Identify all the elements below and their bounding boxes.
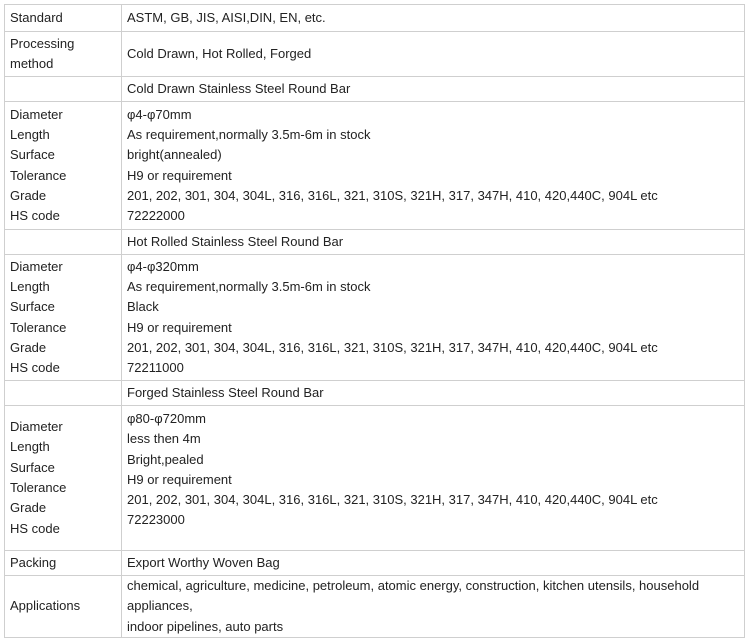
- spec-label: Tolerance: [10, 319, 67, 335]
- forged-heading: Forged Stainless Steel Round Bar: [122, 381, 745, 406]
- spec-value: φ4-φ70mm: [127, 106, 192, 122]
- row-packing: [5, 551, 745, 576]
- row-standard: [5, 5, 745, 32]
- standard-value: ASTM, GB, JIS, AISI,DIN, EN, etc.: [122, 5, 745, 32]
- processing-label: [5, 32, 122, 77]
- spec-value: As requirement,normally 3.5m-6m in stock: [127, 278, 371, 294]
- spec-label: Surface: [10, 299, 55, 315]
- row-hot-rolled-heading: [5, 230, 745, 255]
- spec-label: Surface: [10, 147, 55, 163]
- cold-drawn-labels: [5, 102, 122, 230]
- applications-label: Applications: [5, 576, 122, 638]
- forged-labels: [5, 406, 122, 551]
- row-cold-drawn-heading: [5, 77, 745, 102]
- spec-value: 72222000: [127, 208, 185, 224]
- spec-value: 201, 202, 301, 304, 304L, 316, 316L, 321, 310S, 321H, 317, 347H, 410, 420,440C, 904L etc: [127, 187, 658, 203]
- empty-cell: [5, 381, 122, 406]
- applications-value: [122, 576, 745, 638]
- packing-label: Packing: [5, 551, 122, 576]
- processing-value: Cold Drawn, Hot Rolled, Forged: [122, 32, 745, 77]
- spec-label: Grade: [10, 187, 47, 203]
- cold-drawn-values: [122, 102, 745, 230]
- spec-value: H9 or requirement: [127, 167, 232, 183]
- spec-label: Diameter: [10, 419, 63, 435]
- spec-label: Tolerance: [10, 167, 67, 183]
- spec-value: φ80-φ720mm: [127, 411, 206, 426]
- row-forged-heading: [5, 381, 745, 406]
- row-processing: [5, 32, 745, 77]
- standard-label: Standard: [5, 5, 122, 32]
- spec-value: φ4-φ320mm: [127, 258, 199, 274]
- spec-label: Diameter: [10, 106, 63, 122]
- forged-values: [122, 406, 745, 551]
- spec-label: Tolerance: [10, 480, 67, 495]
- row-applications: [5, 576, 745, 638]
- processing-label-line2: method: [10, 56, 54, 71]
- row-forged-specs: [5, 406, 745, 551]
- spec-value: Bright,pealed: [127, 451, 204, 467]
- spec-value: 201, 202, 301, 304, 304L, 316, 316L, 321, 310S, 321H, 317, 347H, 410, 420,440C, 904L etc: [127, 492, 658, 508]
- spec-value: 201, 202, 301, 304, 304L, 316, 316L, 321, 310S, 321H, 317, 347H, 410, 420,440C, 904L etc: [127, 339, 658, 355]
- empty-cell: [5, 77, 122, 102]
- spec-value: 72223000: [127, 512, 185, 528]
- cold-drawn-heading: Cold Drawn Stainless Steel Round Bar: [122, 77, 745, 102]
- applications-line2: appliances,: [127, 598, 193, 614]
- applications-line3: indoor pipelines, auto parts: [127, 618, 284, 634]
- spec-table: [4, 4, 745, 638]
- applications-line1: chemical, agriculture, medicine, petroleum, atomic energy, construction, kitchen utensils, household: [127, 578, 700, 594]
- hot-rolled-heading: Hot Rolled Stainless Steel Round Bar: [122, 230, 745, 255]
- spec-value: Black: [127, 299, 159, 315]
- spec-label: HS code: [10, 208, 60, 224]
- hot-rolled-labels: [5, 255, 122, 381]
- spec-value: H9 or requirement: [127, 471, 232, 487]
- spec-label: Surface: [10, 459, 55, 475]
- spec-label: Length: [10, 439, 50, 455]
- row-cold-drawn-specs: [5, 102, 745, 230]
- spec-value: 72211000: [127, 360, 184, 376]
- spec-value: As requirement,normally 3.5m-6m in stock: [127, 126, 371, 142]
- packing-value: Export Worthy Woven Bag: [122, 551, 745, 576]
- spec-value: bright(annealed): [127, 147, 222, 163]
- spec-label: Length: [10, 278, 50, 294]
- spec-label: HS code: [10, 520, 60, 536]
- spec-label: Diameter: [10, 258, 63, 274]
- spec-label: Length: [10, 126, 50, 142]
- hot-rolled-values: [122, 255, 745, 381]
- spec-value: H9 or requirement: [127, 319, 232, 335]
- spec-label: Grade: [10, 339, 47, 355]
- spec-label: Grade: [10, 500, 47, 516]
- spec-label: HS code: [10, 360, 60, 376]
- empty-cell: [5, 230, 122, 255]
- row-hot-rolled-specs: [5, 255, 745, 381]
- spec-value: less then 4m: [127, 431, 201, 447]
- processing-label-line1: Processing: [10, 35, 75, 51]
